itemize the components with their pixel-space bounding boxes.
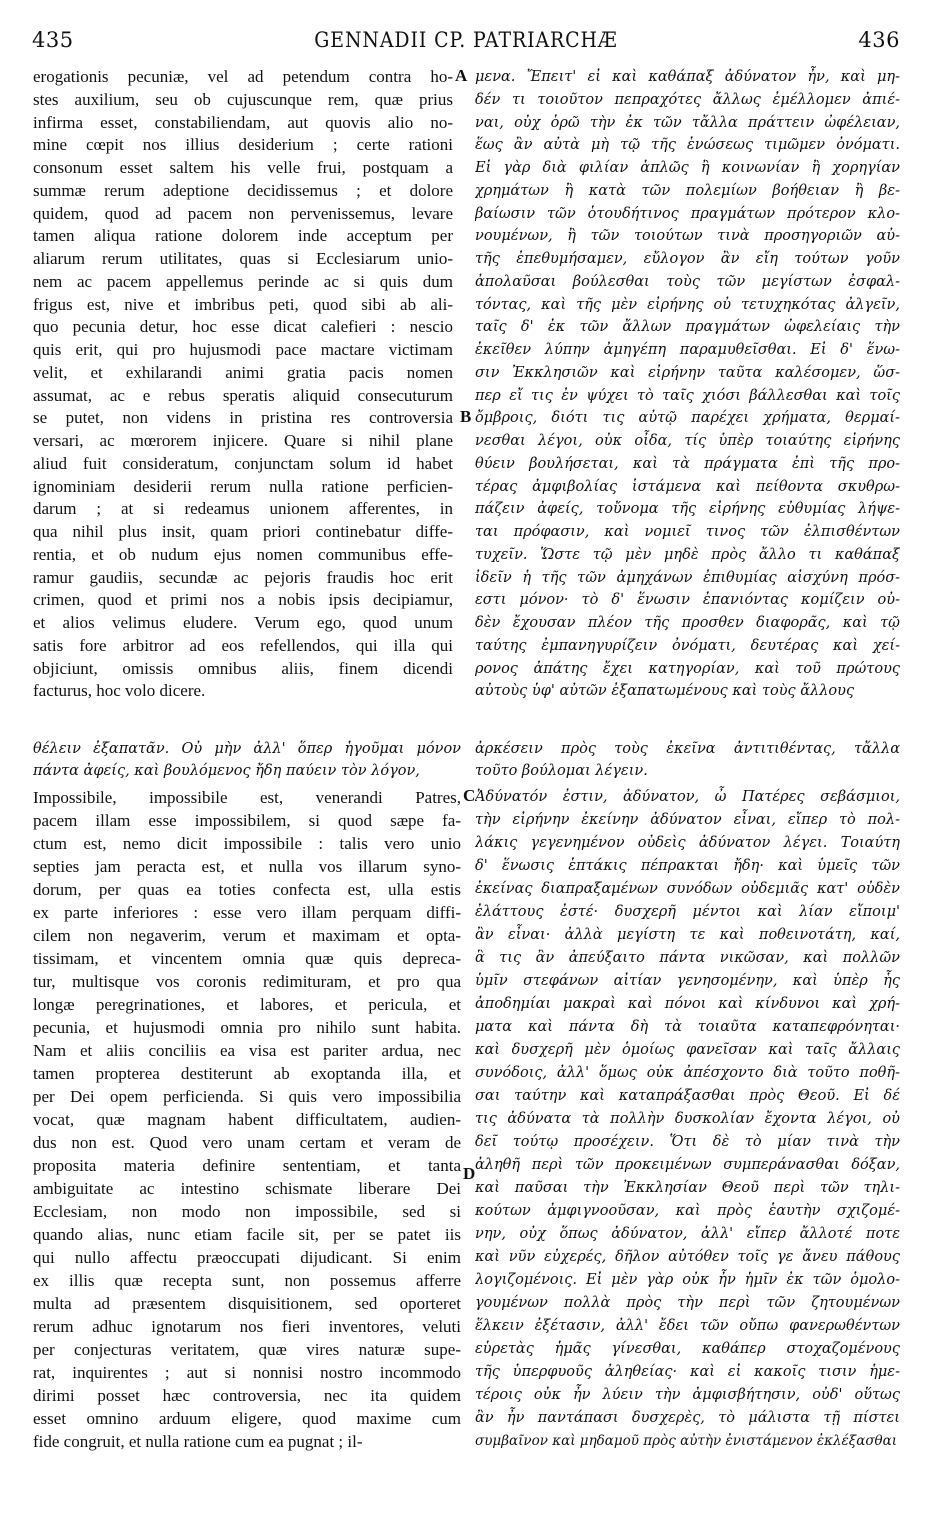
latin-column-bottom xyxy=(33,786,461,1453)
text-line: pacem illam esse impossibilem, si quod sæpe fa- xyxy=(33,811,461,830)
text-line: tamen aliqua ratione dolorem inde acceptum per xyxy=(33,226,453,246)
text-line: ἀρκέσειν πρὸς τοὺς ἐκεῖνα ἀντιτιθέντας, τἄλλα xyxy=(475,741,900,757)
text-line: fide congruit, et nulla ratione cum ea pugnat ; il- xyxy=(33,1432,363,1451)
text-line: νεσθαι λέγοι, οὐκ οἶδα, τίς ὑπὲρ τοιαύτης εἰρήνης xyxy=(475,433,900,449)
text-line: ἐκεῖθεν λύπην ἀμηγέπη παραμυθεῖσθαι. Εἰ δ' ἕνω- xyxy=(475,342,900,358)
text-line: σιν Ἐκκλησιῶν καὶ εἰρήνην ταῦτα καλέσομεν, ὥσ- xyxy=(475,364,900,381)
text-line: longæ peregrinationes, et labores, et pericula, et xyxy=(33,995,461,1014)
margin-letter-c: C xyxy=(463,786,476,805)
text-line: pecunia, et hujusmodi omnia pro nihilo sunt habita. xyxy=(33,1018,461,1037)
text-line: περ εἴ τις ἐν ψύχει τὸ ταῖς χιόσι βάλλεσθαι καὶ τοῖς xyxy=(475,387,900,404)
text-line: ἀπολαῦσαι βούλεσθαι τοὺς τῶν μεγίστων ἐσφαλ- xyxy=(475,273,900,290)
text-line: χρημάτων ἢ κατὰ τῶν πολεμίων βοήθειαν ἢ βε- xyxy=(475,182,900,199)
text-line: qui nullo affectu præoccupati dijudicant. Si enim xyxy=(33,1248,461,1267)
text-line: νην, οὐχ ὅπως ἀδύνατον, ἀλλ' εἴπερ ἄλλοτέ ποτε xyxy=(475,1226,900,1242)
text-line: ex parte inferiores : esse vero illam perquam diffi- xyxy=(33,903,461,922)
text-line: ἃ τις ἂν ἀπεύξαιτο πάντα νικῶσαν, καὶ πολλῶν xyxy=(475,950,900,966)
text-line: aliarum rerum utilitates, quas si Ecclesiarum unio- xyxy=(33,249,453,268)
text-line: ramur gaudiis, secundæ ac pejoris fraudis hoc erit xyxy=(33,567,453,587)
text-line: quidem, quod ad pacem non pervenissemus, levare xyxy=(33,203,453,223)
text-line: quis erit, qui pro hujusmodi pace mactare victimam xyxy=(33,340,453,359)
text-line: σαι ταύτην καὶ καταπράξασθαι πρὸς Θεοῦ. Εἰ δέ xyxy=(475,1088,900,1104)
text-line: vocat, quæ magnam habent difficultatem, audien- xyxy=(33,1110,461,1129)
text-line: συμβαῖνον καὶ μηδαμοῦ πρὸς αὐτὴν ἐνιστάμενον ἐκλέξασθαι xyxy=(475,1433,898,1449)
text-line: rentia, et ob nudum ejus nomen communibus effe- xyxy=(33,544,453,564)
text-line: τέρας ἀμφιβολίας ἱστάμενα καὶ πείθοντα σκυθρω- xyxy=(475,478,900,495)
text-line: erogationis pecuniæ, vel ad petendum contra ho- xyxy=(33,67,453,86)
text-line: quo pecunia detur, hoc esse dicat calefieri : nescio xyxy=(33,317,453,337)
text-line: τοῦτο βούλομαι λέγειν. xyxy=(475,763,648,779)
text-line: εστι μόνον· τὸ δ' ἕνωσιν ἐπανιόντας κομίζειν οὐ- xyxy=(475,592,900,609)
text-line: μενα. Ἔπειτ' εἰ καὶ καθάπαξ ἀδύνατον ἦν, καὶ μη- xyxy=(475,69,900,85)
text-line: per conjecturas veritatem, quæ vires naturæ supe- xyxy=(33,1340,461,1359)
text-line: ctum est, nemo dicit impossibile : talis vero unio xyxy=(33,834,461,853)
text-line: θέλειν ἐξαπατᾶν. Οὐ μὴν ἀλλ' ὅπερ ἡγοῦμαι μόνον xyxy=(33,741,461,757)
text-line: κούτων ἀμφιγνοοῦσαν, καὶ πρὸς ἑαυτὴν σχιζομέ- xyxy=(475,1203,900,1219)
text-line: per Dei opem perficienda. Si quis vero impossibilia xyxy=(33,1087,461,1106)
text-line: velit, et exhilarandi animi gratia pacis nomen xyxy=(33,362,453,382)
text-line: τις ἀδύνατα τὰ πολλὴν δυσκολίαν ἔχοντα λέγοι, οὐ xyxy=(475,1111,900,1127)
text-line: tur, multisque vos coronis redimituram, et pro qua xyxy=(33,972,461,991)
latin-column-top xyxy=(33,66,453,703)
text-line: βαίωσιν τῶν ὁτουδήτινος πραγμάτων πρότερον κλο- xyxy=(475,205,900,222)
text-line: rat, inquirentes ; aut si nonnisi nostro incommodo xyxy=(33,1363,461,1382)
running-header xyxy=(32,28,900,58)
text-line: λάκις γεγενημένον οὐδεὶς ἀδύνατον λέγει. Τοιαύτη xyxy=(475,835,900,851)
text-line: dus non est. Quod vero unam certam et veram de xyxy=(33,1133,461,1152)
text-line: δεῖ τούτῳ προσέχειν. Ὅτι δὲ τὸ μίαν τινὰ τὴν xyxy=(475,1134,900,1150)
text-line: qua nihil plus insit, quam priori continebatur diffe- xyxy=(33,522,453,541)
text-line: Ecclesiam, non modo non impossibile, sed si xyxy=(33,1202,461,1221)
text-line: δέν τι τοιοῦτον πεπραχότες ἄλλως ἐμέλλομεν ἀπιέ- xyxy=(475,91,900,108)
text-line: τυχεῖν. Ὥστε τῷ μὲν μηδὲ πρὸς ἄλλο τι καθάπαξ xyxy=(475,546,900,563)
text-line: stes auxilium, seu ob cujuscunque rem, quæ prius xyxy=(33,89,453,109)
text-line: esset omnino arduum eligere, quod maxime cum xyxy=(33,1409,461,1428)
text-line: ὄμβροις, διότι τις αὐτῷ παρέχει χρήματα, θερμαί- xyxy=(475,410,900,427)
text-line: infirma esset, constabiliendam, aut quovis alio no- xyxy=(33,112,453,132)
greek-bridge-right xyxy=(475,738,900,782)
text-line: γουμένων πολλὰ πρὸς τὴν περὶ τῶν ζητουμένων xyxy=(475,1295,900,1311)
text-line: et alios velimus eludere. Verum ego, quod unum xyxy=(33,613,453,632)
text-line: versari, ac mœrorem injicere. Quare si nihil plane xyxy=(33,431,453,450)
text-line: facturus, hoc volo dicere. xyxy=(33,681,206,701)
text-line: tissimam, et vincentem omnia quæ quis depreca- xyxy=(33,949,461,968)
text-line: ταύτης ἐμπανηγυρίζειν ὀνόματι, δευτέρας καὶ χεί- xyxy=(475,637,900,654)
text-line: consonum esset saltem his velle frui, postquam a xyxy=(33,158,453,177)
text-line: Nam et aliis conciliis ea visa est pariter ardua, nec xyxy=(33,1041,461,1060)
text-line: se putet, non videns in pristina res controversia xyxy=(33,408,453,428)
text-line: tamen propterea destiterunt ab exoptanda illa, et xyxy=(33,1064,461,1083)
text-line: ἐκείνας διαπραξαμένων συνόδων οὐδεμιᾶς κατ' οὐδὲν xyxy=(475,881,900,897)
text-line: Ἀδύνατόν ἐστιν, ἀδύνατον, ὦ Πατέρες σεβάσμιοι, xyxy=(475,789,900,805)
margin-letter-a: A xyxy=(455,66,468,85)
margin-letter-d: D xyxy=(463,1164,476,1183)
text-line: ἐλάττους ἐστέ· δυσχερῆ μέντοι καὶ λίαν εἴποιμ' xyxy=(475,904,900,920)
text-line: αὐτοὺς ὑφ' αὐτῶν ἐξαπατωμένους καὶ τοὺς ἄλλους xyxy=(475,683,855,700)
text-line: λογιζομένοις. Εἰ μὲν γὰρ οὐκ ἦν ἡμῖν ἐκ τῶν ὁμολο- xyxy=(475,1272,900,1288)
text-line: εὑρετὰς ἡμᾶς γίνεσθαι, καθάπερ στοχαζομένους xyxy=(475,1341,900,1357)
text-line: summæ rerum adeptione decidissemus ; et dolore xyxy=(33,180,453,200)
text-line: καὶ παῦσαι τὴν Ἐκκλησίαν Θεοῦ περὶ τῶν τηλι- xyxy=(475,1180,900,1196)
text-line: septies jam peracta est, et nulla vos illarum syno- xyxy=(33,857,461,876)
text-line: καὶ δυσχερῆ μὲν ὁμοίως φανεῖσαν καὶ ταῖς ἄλλαις xyxy=(475,1042,900,1058)
text-line: Impossibile, impossibile est, venerandi Patres, xyxy=(33,788,461,807)
text-line: ματα καὶ πάντα δὴ τὰ τοιαῦτα καταπεφρόνηται· xyxy=(475,1019,900,1035)
text-line: νουμένων, ἢ τῶν τοιούτων τινὰ προσηγοριῶν αὐ- xyxy=(475,228,900,245)
text-line: rerum adhuc ignotarum nos fieri inventores, veluti xyxy=(33,1317,461,1336)
text-line: τῆς ὑπερφυοῦς ἀληθείας· καὶ εἰ κακοῖς τισιν ἡμε- xyxy=(475,1364,900,1380)
text-line: dirimi posset hæc controversia, nec ita quidem xyxy=(33,1386,461,1405)
text-line: τόντας, καὶ τῆς μὲν εἰρήνης οὐ τετυχηκότας ἀλγεῖν, xyxy=(475,296,900,313)
text-line: τὴν εἰρήνην ἐκείνην ἀδύνατον εἶναι, εἴπερ τὸ πολ- xyxy=(475,812,900,828)
text-line: θύειν βουλήσεται, καὶ τὰ πράγματα ἐπὶ τῆς προ- xyxy=(475,455,900,472)
text-line: ναι, οὐχ ὁρῶ τὴν ἐκ τῶν τἄλλα πράττειν ὠφέλειαν, xyxy=(475,114,900,131)
text-line: δ' ἕνωσις ἑπτάκις πέπρακται ἤδη· καὶ ὑμεῖς τῶν xyxy=(475,858,900,874)
text-line: ρονος ἀπάτης ἔχει κατηγορίαν, καὶ τοῦ πρώτους xyxy=(475,660,900,677)
page-number-right: 436 xyxy=(858,28,900,52)
text-line: ἀληθῆ περὶ τῶν προκειμένων συμπεράνασθαι δόξαν, xyxy=(475,1157,900,1173)
text-line: καὶ νῦν εὐχερές, δῆλον αὐτόθεν τοῖς γε ἄνευ πάθους xyxy=(475,1249,900,1265)
text-line: ταῖς δ' ἐκ τῶν ἄλλων πραγμάτων ὠφελείαις τὴν xyxy=(475,319,900,336)
text-line: multa ad præsentem disquisitionem, sed oporteret xyxy=(33,1294,461,1313)
greek-column-bottom xyxy=(475,786,900,1453)
text-line: satis fore arbitror ad eos refellendos, qui illa qui xyxy=(33,635,453,655)
text-line: mine cœpit nos illius desiderium ; certe rationi xyxy=(33,135,453,155)
text-line: proposita materia definire sententiam, et tanta xyxy=(33,1156,461,1175)
text-line: συνόδοις, ἀλλ' ὅμως οὐκ ἀπέσχοντο διὰ τοῦτο ποθῆ- xyxy=(475,1065,900,1081)
text-line: τῆς ἐπεθυμήσαμεν, εὔλογον ἂν εἴη τούτων γοῦν xyxy=(475,251,900,267)
text-line: ὑμῖν στεφάνων αἰτίαν γενησομένην, καὶ ὑπὲρ ἧς xyxy=(475,973,900,989)
text-line: ἰδεῖν ἡ τῆς τῶν ἀμηχάνων ἐπιθυμίας αἰσχύνη πρόσ- xyxy=(475,569,900,586)
text-line: τέροις οὐκ ἦν λύειν τὴν ἀμφισβήτησιν, οὐδ' οὕτως xyxy=(475,1387,900,1403)
text-line: ignominiam desiderii rerum nulla ratione perficien- xyxy=(33,476,453,496)
text-line: πάντα ἀφείς, καὶ βουλόμενος ἤδη παύειν τὸν λόγον, xyxy=(33,763,420,779)
page-number-left: 435 xyxy=(32,28,74,52)
text-line: ἕλκειν ἐξέτασιν, ἀλλ' ἔδει τῶν οὔπω φανερωθέντων xyxy=(475,1318,900,1334)
text-line: ἂν εἶναι· ἀλλὰ μεγίστη τε καὶ ποθεινοτάτη, καί, xyxy=(475,927,900,943)
text-line: ἀποδημίαι μακραὶ καὶ πόνοι καὶ κίνδυνοι καὶ χρή- xyxy=(475,996,900,1012)
text-line: ἕως ἂν αὐτὰ μὴ τῷ τῆς ἑνώσεως τιμῶμεν ὀνόματι. xyxy=(475,137,900,154)
text-line: δὲν ἔχουσαν πλέον τῆς προσθεν διαφορᾶς, καὶ τῷ xyxy=(475,615,900,631)
text-line: nem ac pacem appellemus perinde ac si quis dum xyxy=(33,271,453,291)
text-line: dorum, per quas ea toties confecta est, ulla estis xyxy=(33,880,461,899)
text-line: darum ; at si redeamus unionem afferentes, in xyxy=(33,499,453,519)
text-line: ambiguitate ac intestino schismate liberare Dei xyxy=(33,1179,461,1198)
greek-column-top xyxy=(475,66,900,703)
text-line: πάζειν ἀφείς, τοὔνομα τῆς εἰρήνης εὐθυμίας λήψε- xyxy=(475,501,900,518)
text-line: frigus est, nive et imbribus peti, quod sibi ab ali- xyxy=(33,294,453,314)
margin-letter-b: B xyxy=(460,407,472,426)
text-line: aliud fuit consideratum, conjunctam solum id habet xyxy=(33,453,453,473)
text-line: ἂν ἦν παντάπασι δυσχερὲς, τὸ μάλιστα τῇ πίστει xyxy=(475,1410,900,1426)
text-line: cilem non negaverim, verum et maximam et opta- xyxy=(33,926,461,945)
text-line: objiciunt, omissis omnibus aliis, finem dicendi xyxy=(33,658,453,678)
text-line: crimen, quod et primi nos a nobis ipsis decipiamur, xyxy=(33,590,453,610)
text-line: Εἰ γὰρ διὰ φιλίαν ἁπλῶς ἢ κοινωνίαν ἢ χορηγίαν xyxy=(475,160,900,176)
text-line: assumat, ac e rebus speratis aliquid consecuturum xyxy=(33,385,453,405)
running-title: GENNADII CP. PATRIARCHÆ xyxy=(314,28,618,52)
text-line: ται πρόφασιν, καὶ νομιεῖ τινος τῶν ἐλπισθέντων xyxy=(475,524,900,540)
greek-bridge-left xyxy=(33,738,461,782)
text-line: ex illis quæ recepta sunt, non possemus afferre xyxy=(33,1271,461,1290)
text-line: quando alias, nunc etiam facile sit, per se patet iis xyxy=(33,1225,461,1244)
